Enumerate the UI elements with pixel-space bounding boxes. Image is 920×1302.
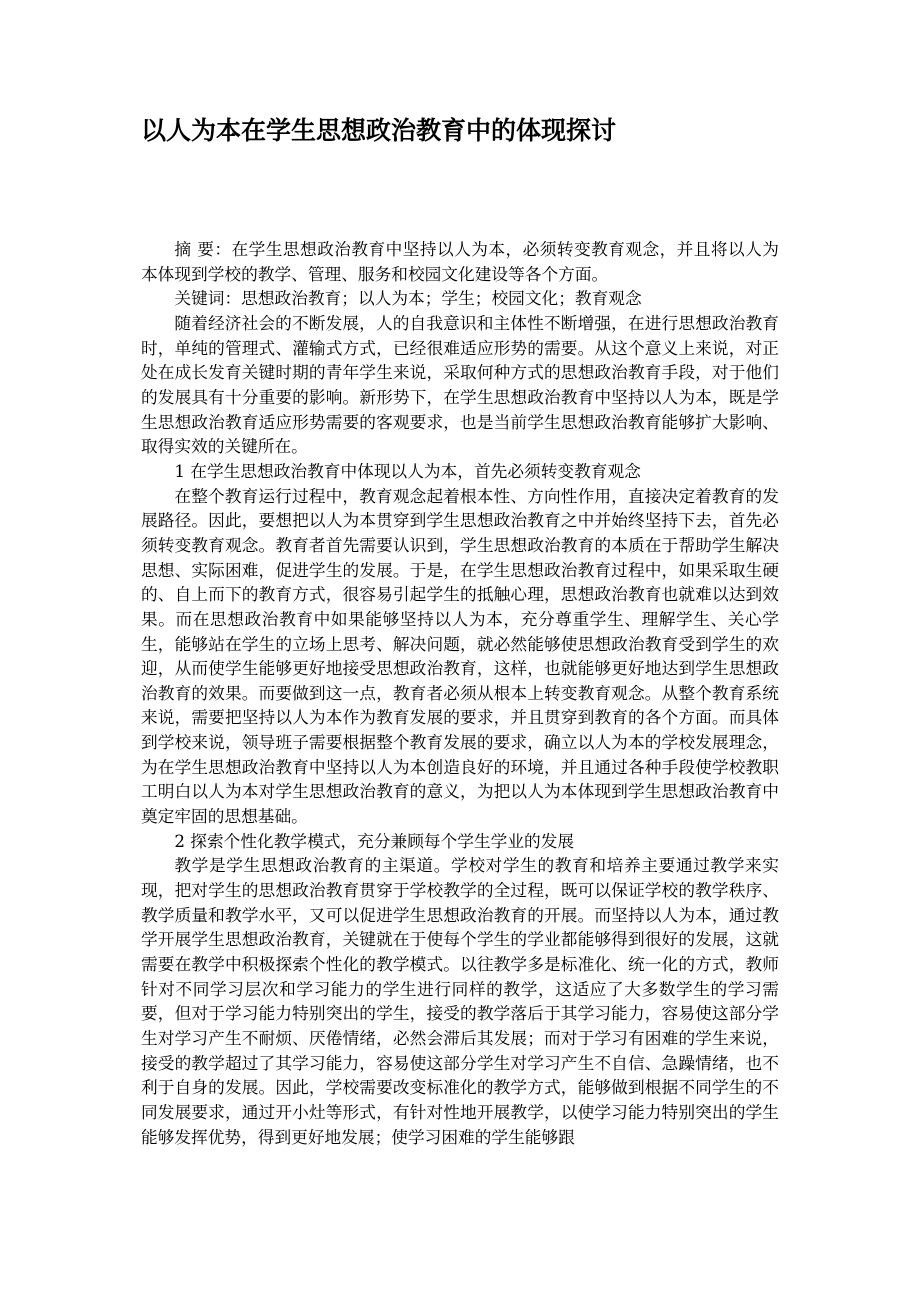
intro-paragraph: 随着经济社会的不断发展，人的自我意识和主体性不断增强，在进行思想政治教育时，单纯的管理式、灌输式方式，已经很难适应形势的需要。从这个意义上来说，对正处在成长发育关键时期的青年学生来说，采取何种方式的思想政治教育手段，对于他们的发展具有十分重要的影响。新形势下，在学生思想政治教育中坚持以人为本，既是学生思想政治教育适应形势需要的客观要求，也是当前学生思想政治教育能够扩大影响、取得实效的关键所在。 xyxy=(141,312,779,457)
keywords-paragraph: 关键词：思想政治教育；以人为本；学生；校园文化；教育观念 xyxy=(174,288,642,309)
section-heading-1: 1 在学生思想政治教育中体现以人为本，首先必须转变教育观念 xyxy=(174,460,641,481)
abstract-paragraph: 摘 要：在学生思想政治教育中坚持以人为本，必须转变教育观念，并且将以人为本体现到学校的教学、管理、服务和校园文化建设等各个方面。 xyxy=(141,239,779,284)
document-body xyxy=(141,237,779,1149)
document-title: 以人为本在学生思想政治教育中的体现探讨 xyxy=(141,116,617,145)
section-2-paragraph: 教学是学生思想政治教育的主渠道。学校对学生的教育和培养主要通过教学来实现，把对学生的思想政治教育贯穿于学校教学的全过程，既可以保证学校的教学秩序、教学质量和教学水平，又可以促进学生思想政治教育的开展。而坚持以人为本，通过教学开展学生思想政治教育，关键就在于使每个学生的学业都能够得到很好的发展，这就需要在教学中积极探索个性化的教学模式。以往教学多是标准化、统一化的方式，教师针对不同学习层次和学习能力的学生进行同样的教学，这适应了大多数学生的学习需要，但对于学习能力特别突出的学生，接受的教学落后于其学习能力，容易使这部分学生对学习产生不耐烦、厌倦情绪，必然会滞后其发展；而对于学习有困难的学生来说，接受的教学超过了其学习能力，容易使这部分学生对学习产生不自信、急躁情绪，也不利于自身的发展。因此，学校需要改变标准化的教学方式，能够做到根据不同学生的不同发展要求，通过开小灶等形式，有针对性地开展教学，以使学习能力特别突出的学生能够发挥优势，得到更好地发展；使学习困难的学生能够跟 xyxy=(141,855,779,1147)
section-heading-2: 2 探索个性化教学模式，充分兼顾每个学生学业的发展 xyxy=(174,830,575,851)
section-1-paragraph: 在整个教育运行过程中，教育观念起着根本性、方向性作用，直接决定着教育的发展路径。因此，要想把以人为本贯穿到学生思想政治教育之中并始终坚持下去，首先必须转变教育观念。教育者首先需要认识到，学生思想政治教育的本质在于帮助学生解决思想、实际困难，促进学生的发展。于是，在学生思想政治教育过程中，如果采取生硬的、自上而下的教育方式，很容易引起学生的抵触心理，思想政治教育也就难以达到效果。而在思想政治教育中如果能够坚持以人为本，充分尊重学生、理解学生、关心学生，能够站在学生的立场上思考、解决问题，就必然能够使思想政治教育受到学生的欢迎，从而使学生能够更好地接受思想政治教育，这样，也就能够更好地达到学生思想政治教育的效果。而要做到这一点，教育者必须从根本上转变教育观念。从整个教育系统来说，需要把坚持以人为本作为教育发展的要求，并且贯穿到教育的各个方面。而具体到学校来说，领导班子需要根据整个教育发展的要求，确立以人为本的学校发展理念，为在学生思想政治教育中坚持以人为本创造良好的环境，并且通过各种手段使学校教职工明白以人为本对学生思想政治教育的意义，为把以人为本体现到学生思想政治教育中奠定牢固的思想基础。 xyxy=(141,485,779,827)
